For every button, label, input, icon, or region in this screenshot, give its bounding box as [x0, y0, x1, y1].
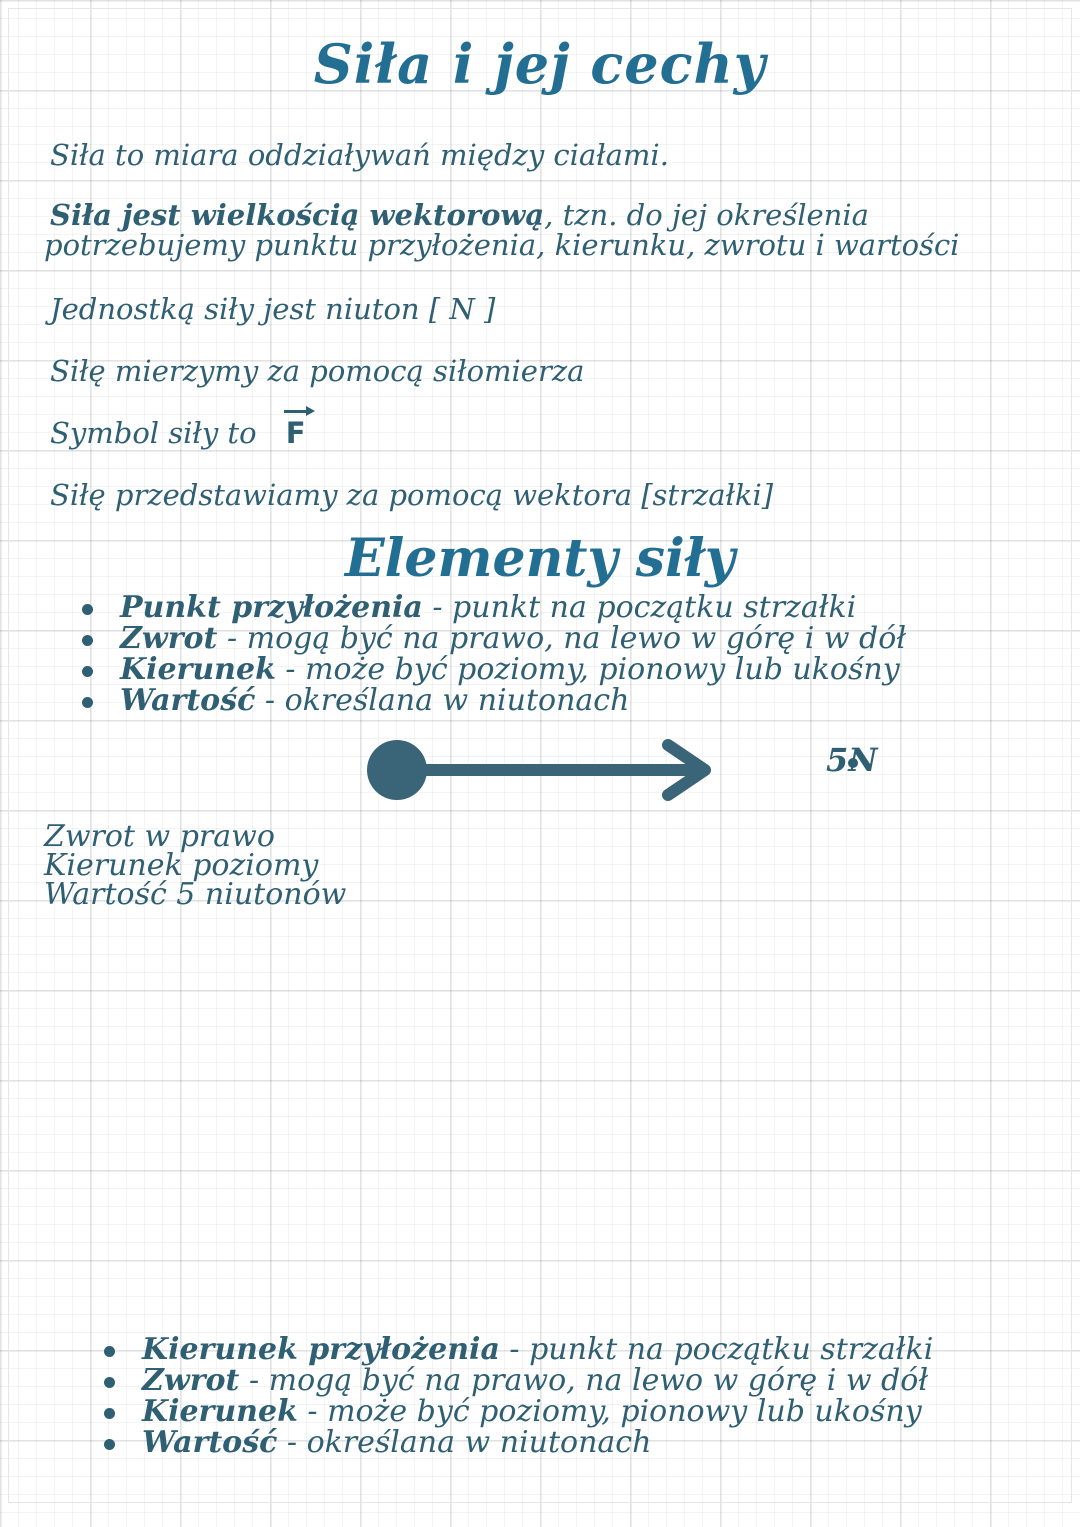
force-symbol-letter: F — [285, 416, 306, 450]
page-title: Siła i jej cechy — [313, 32, 767, 96]
vector-arrow-tip — [306, 406, 315, 416]
intro-line-6 — [50, 416, 306, 450]
intro-line-2-rest: , tzn. do jej określenia — [544, 198, 869, 232]
example-line-3: Wartość 5 niutonów — [44, 877, 347, 912]
force-symbol — [286, 416, 306, 450]
value-label: 5N — [826, 741, 878, 779]
elements-list — [80, 592, 906, 716]
intro-line-6-text: Symbol siły to — [50, 416, 257, 450]
list-item: Kierunek - może być poziomy, pionowy lub ukośny — [80, 654, 906, 685]
example-line-2: Kierunek poziomy — [44, 848, 319, 883]
section-title: Elementy siły — [345, 528, 735, 589]
intro-line-2-bold: Siła jest wielkością wektorową — [50, 198, 545, 232]
list-item: Zwrot - mogą być na prawo, na lewo w górę i w dół — [102, 1365, 933, 1396]
intro-line-4: Jednostką siły jest niuton [ N ] — [50, 292, 496, 326]
force-vector-diagram — [360, 735, 730, 810]
list-item: Kierunek - może być poziomy, pionowy lub ukośny — [102, 1396, 933, 1427]
list-item: Punkt przyłożenia - punkt na początku strzałki — [80, 592, 906, 623]
list-item: Kierunek przyłożenia - punkt na początku strzałki — [102, 1334, 933, 1365]
example-line-1: Zwrot w prawo — [44, 819, 275, 854]
intro-line-7: Siłę przedstawiamy za pomocą wektora [strzałki] — [50, 478, 774, 512]
elements-list-bottom — [102, 1334, 933, 1458]
list-item: Wartość - określana w niutonach — [80, 685, 906, 716]
intro-line-3: potrzebujemy punktu przyłożenia, kierunku, zwrotu i wartości — [44, 228, 960, 262]
list-item: Wartość - określana w niutonach — [102, 1427, 933, 1458]
intro-line-2 — [50, 200, 869, 230]
intro-line-1: Siła to miara oddziaływań między ciałami. — [50, 138, 669, 172]
list-item: Zwrot - mogą być na prawo, na lewo w górę i w dół — [80, 623, 906, 654]
example-description — [44, 819, 347, 912]
intro-line-5: Siłę mierzymy za pomocą siłomierza — [50, 354, 585, 388]
